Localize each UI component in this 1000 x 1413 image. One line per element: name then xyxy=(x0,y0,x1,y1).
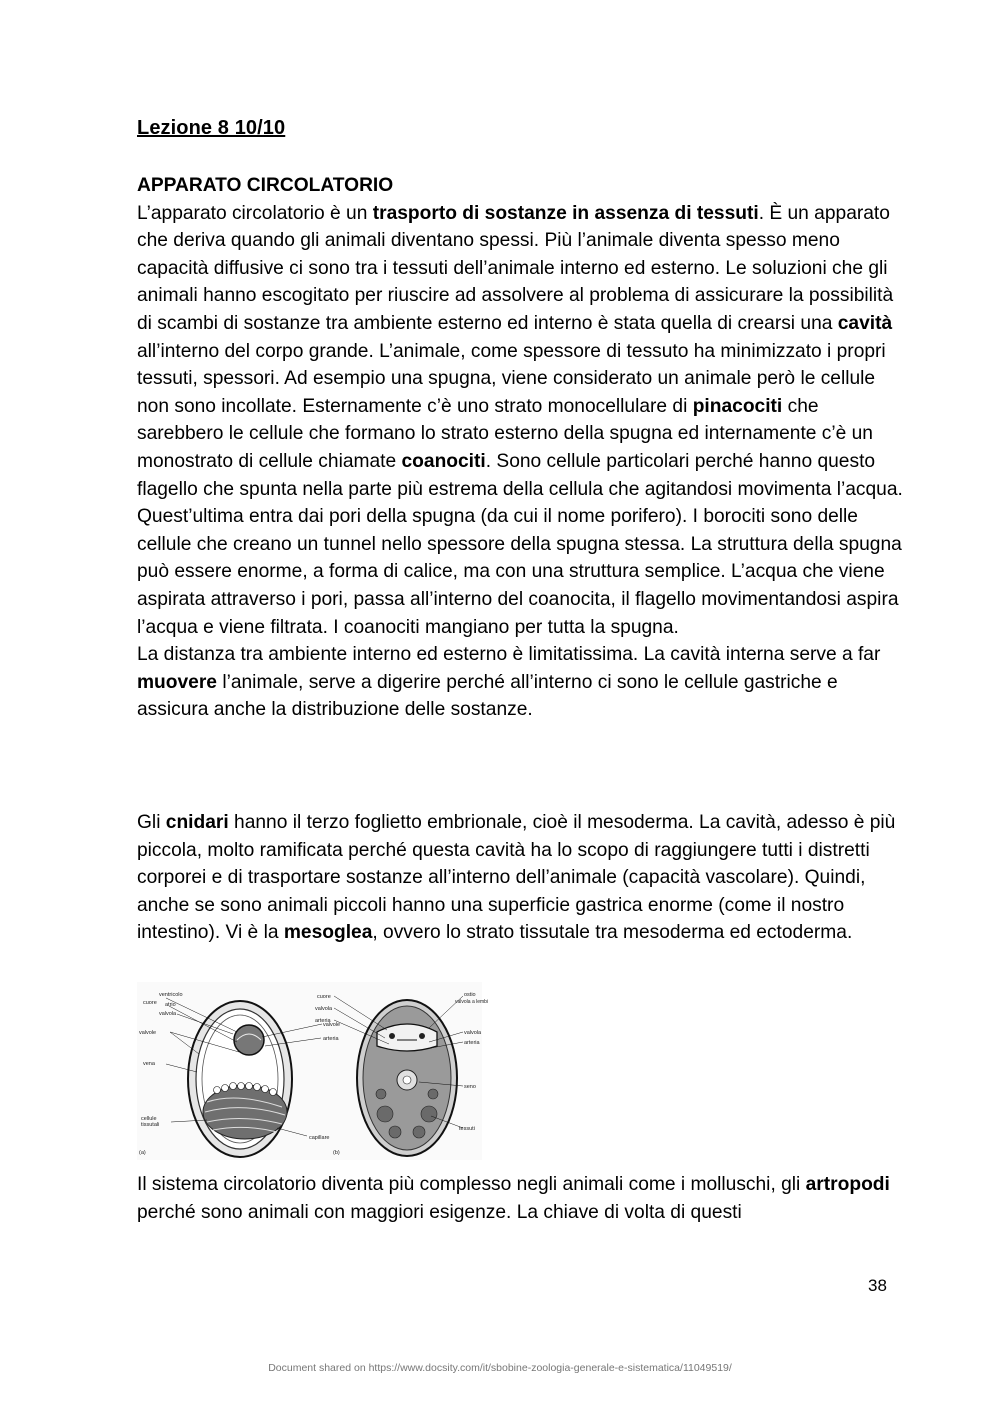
paragraph-internal-distance: La distanza tra ambiente interno ed esterno è limitatissima. La cavità interna serve a far muovere l’animale, serve a digerire perché all’interno ci sono le cellule gastriche e assicura anche la distribuzione delle sostanze. xyxy=(137,644,881,721)
footer-shared-link[interactable]: Document shared on https://www.docsity.com/it/sbobine-zoologia-generale-e-sistematica/11049519/ xyxy=(268,1362,732,1374)
section-circulatory xyxy=(137,172,907,724)
label-valvola-b2: valvola xyxy=(464,1030,482,1036)
paragraph-intro: L’apparato circolatorio è un trasporto di sostanze in assenza di tessuti. È un apparato che deriva quando gli animali diventano spessi. Più l’animale diventa spesso meno capacità diffusive ci sono tra i tessuti dell’animale interno ed esterno. Le soluzioni che gli animali hanno escogitato per riuscire ad assolvere al problema di assicurare la possibilità di scambi di sostanze tra ambiente esterno ed interno è stata quella di crearsi una cavità all’interno del corpo grande. L’animale, come spessore di tessuto ha minimizzato i propri tessuti, spessori. Ad esempio una spugna, viene considerato un animale però le cellule non sono incollate. Esternamente c’è uno strato monocellulare di pinacociti che sarebbero le cellule che formano lo strato esterno della spugna ed internamente c’è un monostrato di cellule chiamate coanociti. Sono cellule particolari perché hanno questo flagello che spunta nella parte più estrema della cellula che agitandosi movimenta l’acqua. Quest’ultima entra dai pori della spugna (da cui il nome porifero). I borociti sono delle cellule che creano un tunnel nello spessore della spugna stessa. La struttura della spugna può essere enorme, a forma di calice, ma con una struttura semplice. L’acqua che viene aspirata attraverso i pori, passa all’interno del coanocita, il flagello movimentandosi aspira l’acqua e viene filtrata. I coanociti mangiano per tutta la spugna. xyxy=(137,202,903,638)
paragraph-cnidari: Gli cnidari hanno il terzo foglietto embrionale, cioè il mesoderma. La cavità, adesso è più piccola, molto ramificata perché questa cavità ha lo scopo di raggiungere tutti i distretti corporei e di trasportare sostanze all’interno dell’animale (capacità vascolare). Quindi, anche se sono animali piccoli hanno una superficie gastrica enorme (come il nostro intestino). Vi è la mesoglea, ovvero lo strato tissutale tra mesoderma ed ectoderma. xyxy=(137,812,896,944)
label-arteria: arteria xyxy=(323,1036,339,1042)
section-heading: APPARATO CIRCOLATORIO xyxy=(137,175,394,196)
bold-term: trasporto di sostanze in assenza di tessuti xyxy=(372,202,759,224)
panel-b-label: (b) xyxy=(333,1150,340,1156)
label-tessuti: tessuti xyxy=(459,1126,475,1132)
label-capillare: capillare xyxy=(309,1135,330,1141)
bold-term: artropodi xyxy=(805,1174,890,1195)
label-valvola-b: valvola xyxy=(315,1006,333,1012)
label-vena: vena xyxy=(143,1061,155,1067)
bold-term: pinacociti xyxy=(692,395,783,417)
label-seno: seno xyxy=(464,1084,476,1090)
label-ostio: ostio xyxy=(464,992,476,998)
label-cellule: cellule xyxy=(141,1116,157,1122)
page-number: 38 xyxy=(868,1276,887,1295)
bold-term: muovere xyxy=(137,671,217,693)
bold-term: coanociti xyxy=(401,450,486,472)
label-valvola: valvola xyxy=(159,1011,177,1017)
label-valvole: valvole xyxy=(323,1022,341,1028)
bold-term: cavità xyxy=(837,312,893,334)
label-valvole-left: valvole xyxy=(139,1030,157,1036)
paragraph-molluschi: Il sistema circolatorio diventa più complesso negli animali come i molluschi, gli artropodi perché sono animali con maggiori esigenze. La chiave di volta di questi xyxy=(137,1174,890,1223)
bold-term: cnidari xyxy=(165,812,229,833)
circulatory-system-figure xyxy=(137,982,489,1160)
bold-term: mesoglea xyxy=(283,922,373,944)
svg-text:cuore: cuore xyxy=(143,1000,157,1006)
label-tissutali: tissutali xyxy=(141,1122,160,1128)
label-arteria-b: arteria xyxy=(315,1018,331,1024)
label-ventricolo: ventricolo xyxy=(159,992,183,998)
label-atrio: atrio xyxy=(165,1002,176,1008)
label-arteria-b2: arteria xyxy=(464,1040,480,1046)
panel-a-label: (a) xyxy=(139,1150,146,1156)
label-cuore-b: cuore xyxy=(317,994,331,1000)
label-valvola-a-lembi: valvola a lembi xyxy=(455,999,489,1005)
lesson-title: Lezione 8 10/10 xyxy=(137,117,286,139)
